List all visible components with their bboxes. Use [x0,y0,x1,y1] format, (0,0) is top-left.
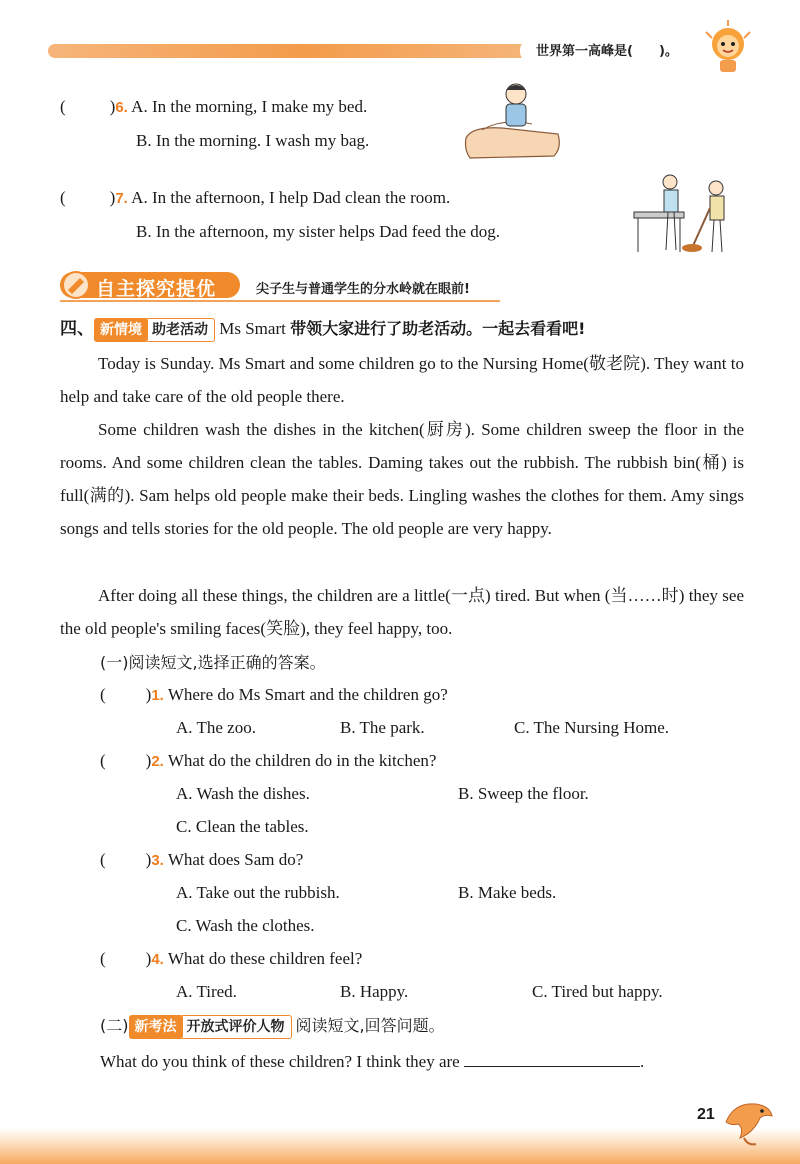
question-1: ( )1. Where do Ms Smart and the children go? [100,685,448,704]
father-son-cleaning-illustration [630,172,746,256]
page-number: 21 [697,1106,715,1123]
section-slogan: 尖子生与普通学生的分水岭就在眼前! [256,282,470,297]
footer-band [0,1128,800,1164]
boy-making-bed-illustration [462,78,566,162]
open-evaluation-tag: 开放式评价人物 [180,1015,292,1039]
q2-option-a: A. Wash the dishes. [176,784,310,803]
section-banner-title: 自主探究提优 [96,278,217,300]
passage-paragraph-3: After doing all these things, the children are a little(一点) tired. But when (当……时) they see the old people's smiling faces(笑脸), they feel happy, too. [60,586,744,638]
question-number: 6. [115,99,128,116]
part-1-title: (一)阅读短文,选择正确的答案。 [100,653,326,672]
q1-option-b: B. The park. [340,718,425,737]
q3-option-c: C. Wash the clothes. [176,916,315,935]
question-6-option-a: ( )6. A. In the morning, I make my bed. [60,97,368,116]
dolphin-mascot-icon [720,1092,776,1148]
passage-paragraph-1: Today is Sunday. Ms Smart and some children go to the Nursing Home(敬老院). They want to help and take care of the old people there. [60,354,744,406]
part-2-heading: (二) 新考法 开放式评价人物 阅读短文,回答问题。 [100,1015,445,1039]
q2-option-b: B. Sweep the floor. [458,784,589,803]
question-number: 7. [115,190,128,207]
section-underline [60,300,500,302]
task-4-heading: 四、 新情境 助老活动 Ms Smart 带领大家进行了助老活动。一起去看看吧! [60,318,585,342]
cartoon-sun-mascot-icon [698,18,758,78]
question-3: ( )3. What does Sam do? [100,850,304,869]
elderly-help-tag: 助老活动 [145,318,215,342]
question-7-option-a: ( )7. A. In the afternoon, I help Dad clean the room. [60,188,451,207]
new-scenario-tag: 新情境 [94,318,148,342]
question-6-option-b: B. In the morning. I wash my bag. [136,131,370,150]
question-4: ( )4. What do these children feel? [100,949,363,968]
part-2-question: What do you think of these children? I think they are . [100,1052,645,1071]
q1-option-a: A. The zoo. [176,718,256,737]
q3-option-a: A. Take out the rubbish. [176,883,340,902]
question-7-option-b: B. In the afternoon, my sister helps Dad feed the dog. [136,222,500,241]
q3-option-b: B. Make beds. [458,883,557,902]
q1-option-c: C. The Nursing Home. [514,718,670,737]
header-quote: 世界第一高峰是( )。 [536,44,678,59]
q2-option-c: C. Clean the tables. [176,817,309,836]
new-exam-method-tag: 新考法 [129,1015,183,1039]
question-2: ( )2. What do the children do in the kitchen? [100,751,437,770]
q4-option-c: C. Tired but happy. [532,982,663,1001]
q4-option-a: A. Tired. [176,982,237,1001]
passage-paragraph-2: Some children wash the dishes in the kitchen(厨房). Some children sweep the floor in the rooms. And some children clean the tables. Daming takes out the rubbish. The rubbish bin(桶) is full(满的). Sam helps old people make their beds. Lingling washes the clothes for them. Amy sings songs and tells stories for the old people. The old people are very happy. [60,420,744,538]
answer-line[interactable] [464,1050,640,1067]
q4-option-b: B. Happy. [340,982,409,1001]
